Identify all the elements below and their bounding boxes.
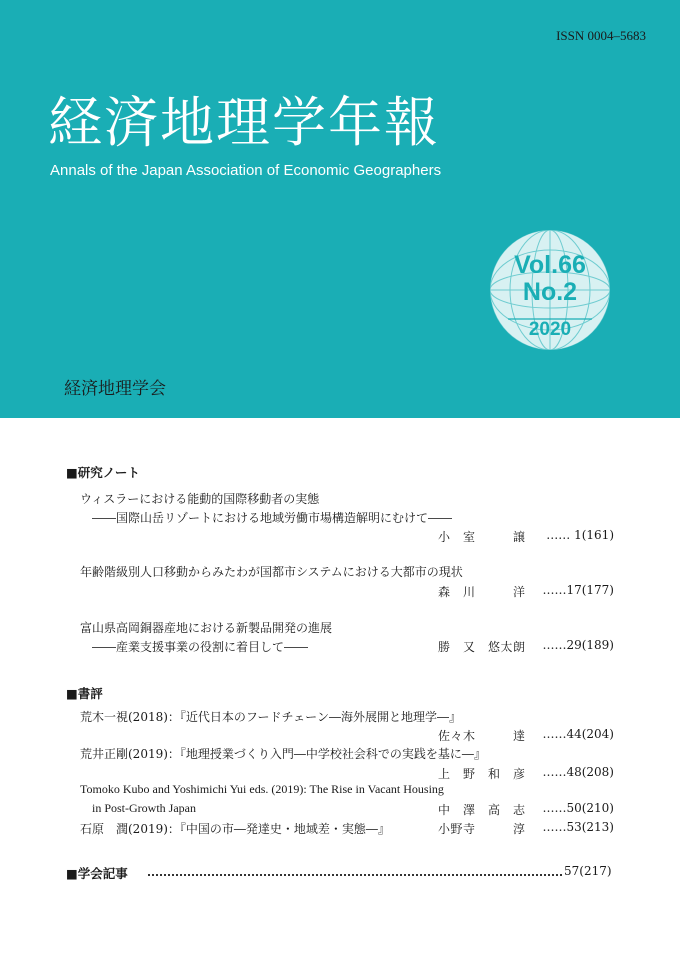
note-author-row — [438, 638, 614, 655]
page: ……17(177) — [542, 583, 614, 597]
journal-title-en: Annals of the Japan Association of Economic Geographers — [50, 162, 442, 179]
author: 中 澤 高 志 — [438, 803, 526, 817]
note-title: ウィスラーにおける能動的国際移動者の実態 — [80, 492, 320, 506]
issn: ISSN 0004‒5683 — [556, 28, 646, 43]
author: 小 室 譲 — [438, 530, 526, 544]
year: 2020 — [528, 319, 572, 340]
review-title: 荒井正剛(2019)：『地理授業づくり入門―中学校社会科での実践を基に―』 — [80, 747, 486, 761]
section-research-notes: ■研究ノート — [66, 465, 140, 480]
review-author-row — [438, 765, 614, 782]
page: ……50(210) — [542, 801, 614, 815]
leader-dots — [148, 868, 562, 876]
note-author-row — [438, 583, 614, 600]
review-author-row — [438, 727, 614, 744]
note-author-row — [438, 528, 614, 545]
page: …… 1(161) — [546, 528, 614, 542]
publisher: 経済地理学会 — [64, 379, 166, 399]
author: 上 野 和 彦 — [438, 767, 526, 781]
note-title: 年齢階級別人口移動からみたわが国都市システムにおける大都市の現状 — [80, 565, 463, 579]
page: ……53(213) — [542, 820, 614, 834]
section-society-news: ■学会記事 — [66, 866, 128, 881]
author: 小野寺 淳 — [438, 822, 526, 836]
note-subtitle: ――国際山岳リゾートにおける地域労働市場構造解明にむけて―― — [92, 511, 453, 525]
author: 勝 又 悠太朗 — [438, 640, 526, 654]
page: ……29(189) — [542, 638, 614, 652]
page: ……44(204) — [542, 727, 614, 741]
number: No.2 — [522, 278, 578, 306]
review-title: 石原 潤(2019)：『中国の市―発達史・地域差・実態―』 — [80, 822, 390, 836]
note-subtitle: ――産業支援事業の役割に着目して―― — [92, 640, 309, 654]
journal-title-jp: 経済地理学年報 — [48, 91, 440, 154]
review-title-continued: in Post-Growth Japan — [92, 801, 196, 815]
review-author-row — [438, 820, 614, 837]
author: 森 川 洋 — [438, 585, 526, 599]
cover-band — [0, 0, 680, 418]
author: 佐々木 達 — [438, 729, 526, 743]
society-news-page: 57(217) — [564, 864, 612, 878]
section-book-reviews: ■書評 — [66, 686, 103, 701]
volume-block — [488, 252, 612, 340]
note-title: 富山県高岡銅器産地における新製品開発の進展 — [80, 621, 333, 635]
volume: Vol.66 — [514, 251, 586, 279]
review-title: Tomoko Kubo and Yoshimichi Yui eds. (2019): The Rise in Vacant Housing — [80, 782, 444, 796]
review-author-row — [438, 801, 614, 818]
review-title: 荒木一視(2018)：『近代日本のフードチェーン―海外展開と地理学―』 — [80, 710, 461, 724]
page: ……48(208) — [542, 765, 614, 779]
